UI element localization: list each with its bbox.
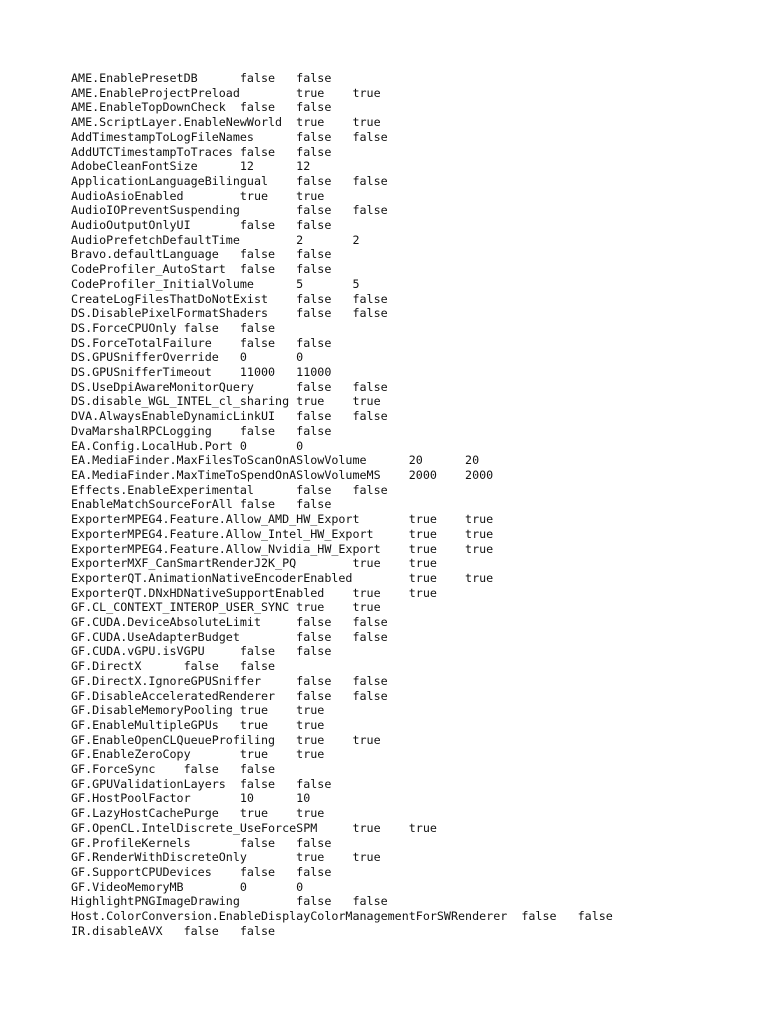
preference-line: GF.EnableOpenCLQueueProfiling true true <box>71 732 381 747</box>
preference-line: AdobeCleanFontSize 12 12 <box>71 159 311 174</box>
preference-line: GF.LazyHostCachePurge true true <box>71 806 325 821</box>
preference-line: DS.DisablePixelFormatShaders false false <box>71 306 388 321</box>
preference-line: DS.GPUSnifferOverride 0 0 <box>71 350 304 365</box>
preference-line: CodeProfiler_InitialVolume 5 5 <box>71 276 360 291</box>
preference-line: GF.OpenCL.IntelDiscrete_UseForceSPM true true <box>71 820 437 835</box>
preference-line: ExporterMPEG4.Feature.Allow_Nvidia_HW_Export true true <box>71 541 494 556</box>
preference-line: CodeProfiler_AutoStart false false <box>71 262 332 277</box>
preference-line: Bravo.defaultLanguage false false <box>71 247 332 262</box>
preference-line: ExporterMPEG4.Feature.Allow_AMD_HW_Export true true <box>71 512 494 527</box>
preference-line: GF.DirectX false false <box>71 659 276 674</box>
preference-line: GF.DisableAcceleratedRenderer false false <box>71 688 388 703</box>
preference-line: GF.CUDA.UseAdapterBudget false false <box>71 629 388 644</box>
preference-line: GF.GPUValidationLayers false false <box>71 776 332 791</box>
preference-line: DS.GPUSnifferTimeout 11000 11000 <box>71 365 332 380</box>
preference-line: AudioAsioEnabled true true <box>71 188 325 203</box>
preference-line: GF.CUDA.vGPU.isVGPU false false <box>71 644 332 659</box>
preference-line: EA.Config.LocalHub.Port 0 0 <box>71 438 304 453</box>
preference-line: AddTimestampToLogFileNames false false <box>71 129 388 144</box>
preference-line: IR.disableAVX false false <box>71 923 276 938</box>
preference-line: Effects.EnableExperimental false false <box>71 482 388 497</box>
preference-line: AME.EnablePresetDB false false <box>71 71 332 85</box>
preference-line: DS.ForceCPUOnly false false <box>71 320 276 335</box>
preference-line: AudioOutputOnlyUI false false <box>71 218 332 233</box>
preference-line: GF.SupportCPUDevices false false <box>71 864 332 879</box>
preference-line: AME.EnableProjectPreload true true <box>71 85 381 100</box>
preference-line: DS.UseDpiAwareMonitorQuery false false <box>71 379 388 394</box>
preference-line: DS.ForceTotalFailure false false <box>71 335 332 350</box>
preference-line: GF.DisableMemoryPooling true true <box>71 703 325 718</box>
preference-line: GF.ForceSync false false <box>71 762 276 777</box>
preference-line: EA.MediaFinder.MaxFilesToScanOnASlowVolume 20 20 <box>71 453 480 468</box>
preference-line: DS.disable_WGL_INTEL_cl_sharing true true <box>71 394 381 409</box>
preference-line: ExporterMXF_CanSmartRenderJ2K_PQ true true <box>71 556 437 571</box>
preference-line: GF.ProfileKernels false false <box>71 835 332 850</box>
preference-line: ExporterQT.DNxHDNativeSupportEnabled true true <box>71 585 437 600</box>
preference-line: AddUTCTimestampToTraces false false <box>71 144 332 159</box>
preference-line: DvaMarshalRPCLogging false false <box>71 423 332 438</box>
preference-line: GF.HostPoolFactor 10 10 <box>71 791 311 806</box>
preference-line: HighlightPNGImageDrawing false false <box>71 894 388 909</box>
preference-line: ApplicationLanguageBilingual false false <box>71 173 388 188</box>
preference-line: EnableMatchSourceForAll false false <box>71 497 332 512</box>
preference-line: AME.EnableTopDownCheck false false <box>71 100 332 115</box>
preference-line: GF.DirectX.IgnoreGPUSniffer false false <box>71 673 388 688</box>
preference-line: AME.ScriptLayer.EnableNewWorld true true <box>71 115 381 130</box>
preference-line: GF.CUDA.DeviceAbsoluteLimit false false <box>71 615 388 630</box>
preference-line: GF.RenderWithDiscreteOnly true true <box>71 850 381 865</box>
preference-line: Host.ColorConversion.EnableDisplayColorManagementForSWRenderer false false <box>71 909 613 924</box>
preference-line: GF.EnableMultipleGPUs true true <box>71 717 325 732</box>
preference-line: ExporterMPEG4.Feature.Allow_Intel_HW_Export true true <box>71 526 494 541</box>
preference-line: GF.VideoMemoryMB 0 0 <box>71 879 304 894</box>
preference-line: EA.MediaFinder.MaxTimeToSpendOnASlowVolumeMS 2000 2000 <box>71 467 494 482</box>
preference-line: ExporterQT.AnimationNativeEncoderEnabled true true <box>71 570 494 585</box>
preference-line: GF.CL_CONTEXT_INTEROP_USER_SYNC true true <box>71 600 381 615</box>
preference-line: AudioPrefetchDefaultTime 2 2 <box>71 232 360 247</box>
preference-line: DVA.AlwaysEnableDynamicLinkUI false false <box>71 409 388 424</box>
preference-line: AudioIOPreventSuspending false false <box>71 203 388 218</box>
preference-line: CreateLogFilesThatDoNotExist false false <box>71 291 388 306</box>
preferences-list <box>71 71 613 938</box>
preference-line: GF.EnableZeroCopy true true <box>71 747 325 762</box>
